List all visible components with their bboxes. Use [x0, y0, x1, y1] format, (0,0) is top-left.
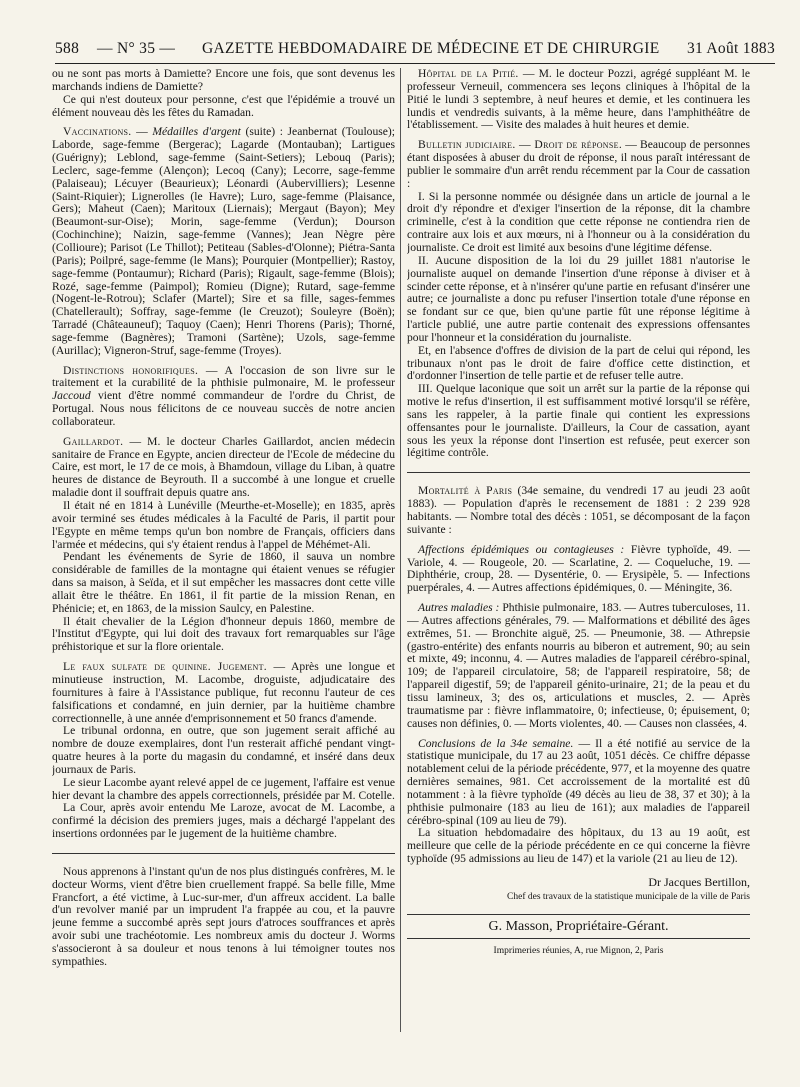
right-column — [407, 68, 750, 1075]
pitie-heading: Hôpital de la Pitié. — [418, 68, 519, 80]
quinine-paragraph: Le tribunal ordonna, en outre, que son jugement serait affiché au nombre de douze exemplaires, dont l'un resterait affiché pendant vingt-quatre heures à la porte du magasin du condamné, et inséré dans deux journaux de Paris. — [52, 724, 395, 776]
bulletin-paragraph: I. Si la personne nommée ou désignée dans un article de journal a le droit d'y répondre et d'exiger l'insertion de la réponse, dit la chambre criminelle, c'est à la condition que cette réponse ne contiendra rien de contraire aux lois et aux mœurs, ni à l'honneur ou à la considération du journaliste. Ce droit est limité aux besoins d'une légitime défense. — [407, 189, 750, 254]
signature-title: Chef des travaux de la statistique municipale de la ville de Paris — [507, 891, 750, 902]
distinctions-article — [52, 365, 395, 429]
affections-heading: Affections épidémiques ou contagieuses : — [418, 542, 625, 556]
page-header — [55, 40, 775, 62]
autres-body: Phthisie pulmonaire, 183. — Autres tuberculoses, 11. — Autres affections générales, 79. — Malformations et débilité des âges extrêmes, 51. — Bronchite aiguë, 25. — Pneumonie, 38. — Athrepsie (gastro-entérite) des enfants nourris au biberon et autrement, 90; au sein et mixte, 49; inconnu, 4. — Autres maladies de l'appareil cérébro-spinal, 109; de l'appareil circulatoire, 58; de l'appareil respiratoire, 58; de l'appareil digestif, 59; de l'appareil génito-urinaire, 21; de la peau et du tissu lamineux, 3; des os, articulations et muscles, 2. — Après traumatisme par : fièvre inflammatoire, 0; infectieuse, 0; épuisement, 0; causes non définies, 0. — Morts violentes, 40. — Causes non classées, 4. — [407, 601, 750, 730]
mortalite-body: (34e semaine, du vendredi 17 au jeudi 23 août 1883). — Population d'après le recensement de 1881 : 2 239 928 habitants. — Nombre total des décès : 1051, se décomposant de la façon suivante : — [407, 484, 750, 536]
gaillardot-heading: Gaillardot. — [63, 434, 124, 448]
gaillardot-paragraph: Il était chevalier de la Légion d'honneur depuis 1860, membre de l'Institut d'Egypte, qui lui doit des travaux fort remarquables sur l'âge préhistorique et sur la flore orientale. — [52, 614, 395, 654]
vaccinations-heading: Vaccinations. — [63, 125, 132, 139]
vaccinations-article: Vaccinations. — Médailles d'argent (suite) : Jeanbernat (Toulouse); Laborde, sage-femme (Bergerac); Lagarde (Montauban); Lartigues (Guérigny); Leblond, sage-femme (Saint-Setiers); Lebouq (Paris); Leclerc, sage-femme (Alençon); Lecoq (Cany); Lecorre, sage-femme (Palaiseau); Lécuyer (Beaurieux); Léonardi (Aubervilliers); Lesenne (Saint-Riquier); Lignerolles (le Havre); Luro, sage-femme (Plaisance, Gers); Maheut (Caen); Maritoux (Liernais); Mergaut (Bayon); Mey (Beaumont-sur-Oise); Morin, sage-femme (Verdun); Dourson (Cochinchine); Naizin, sage-femme (Vannes); Jean Nègre père (Collioure); Parisot (Le Thillot); Petiteau (Sables-d'Olonne); Piétra-Santa (Paris); Poilpré, sage-femme (le Mans); Pourquier (Montpellier); Rastoy, sage-femme (Pontaumur); Richard (Paris); Rigault, sage-femme (Blois); Rozé, sage-femme (Paimpol); Romieu (Digne); Rutard, sage-femme (Nogent-le-Rotrou); Sclafer (Martel); Sire et sa fille, sages-femmes (Chatellerault); Soffray, sage-femme (le Creuzot); Souleyre (Boën); Tarradé (Châteauneuf); Taquoy (Caen); Henri Thorens (Paris); Thorné, sage-femme (Bagnères); Tramoni (Sartène); Uzols, sage-femme (Aurillac); Vigneron-Struf, sage-femme (Troyes). — [52, 125, 395, 357]
issue-date: 31 Août 1883 — [687, 40, 775, 57]
distinctions-body: — A l'occasion de son livre sur le traitement et la curabilité de la phthisie pulmonaire, M. le professeur — [52, 363, 395, 390]
page-number: 588 — [55, 40, 80, 57]
bulletin-article — [407, 139, 750, 190]
pitie-body: — M. le docteur Pozzi, agrégé suppléant M. le professeur Verneuil, commencera ses leçons cliniques à l'hôpital de la Pitié le lundi 3 septembre, à neuf heures et demie, et les continuera les lundis et vendredis suivants, à la même heure, dans l'amphithéâtre de l'établissement. — Visite des malades à huit heures et demie. — [407, 68, 750, 132]
pitie-article — [407, 68, 750, 132]
mortalite-heading: Mortalité à Paris — [418, 484, 513, 498]
hopitaux-paragraph: La situation hebdomadaire des hôpitaux, du 13 au 19 août, est meilleure que celle de la période précédente en ce qui concerne la fièvre typhoïde (95 admissions au lieu de 147) et la variole (21 au lieu de 12). — [407, 826, 750, 866]
bulletin-paragraph: II. Aucune disposition de la loi du 29 juillet 1881 n'autorise le journaliste auquel on demande l'insertion d'une réponse à diviser et à scinder cette réponse, et à n'insérer qu'une partie en refusant d'insérer une autre; ce journaliste a donc pu refuser l'insertion totale d'une réponse en se fondant sur ce que, bien qu'une partie fût une réponse légitime à l'article publié, une autre partie contenait des expressions offensantes pour l'honneur et la considération du journaliste. — [407, 253, 750, 344]
gaillardot-body: — M. le docteur Charles Gaillardot, ancien médecin sanitaire de France en Egypte, ancien directeur de l'Ecole de médecine du Caire, est mort, le 17 de ce mois, à Bhamdoun, village du Liban, à quatre heures de distance de Beyrouth. Il a succombé à une longue et cruelle maladie dont il souffrait depuis quatre ans. — [52, 434, 395, 500]
distinctions-heading: Distinctions honorifiques. — [63, 363, 199, 377]
quinine-article — [52, 661, 395, 725]
signature: Dr Jacques Bertillon, — [648, 874, 750, 889]
gaillardot-article — [52, 436, 395, 500]
intro-paragraph: ou ne sont pas morts à Damiette? Encore une fois, que sont devenus les marchands indiens de Damiette? — [52, 68, 395, 93]
gaillardot-paragraph: Pendant les événements de Syrie de 1860, il sauva un nombre considérable de familles de la montagne qui étaient venues se réfugier dans sa maison, à Seïda, et il sut empêcher les massacres dont cette ville allait être le théâtre. En 1861, il fit partie de la mission Renan, en Phénicie; et, en 1863, de la mission Saulcy, en Palestine. — [52, 550, 395, 615]
left-column — [52, 68, 395, 1075]
distinctions-name: Jaccoud — [52, 389, 91, 403]
mortalite-article — [407, 485, 750, 536]
publisher-rule — [407, 914, 750, 915]
bulletin-paragraph: III. Quelque laconique que soit un arrêt sur la partie de la réponse qui motive le refus d'insertion, il est suffisamment motivé lorsqu'il se réfère, sans les rappeler, à la partie finale qui contient les expressions offensantes pour le journaliste. D'ailleurs, la Cour de cassation, ayant sous les yeux la réponse dont l'insertion est refusée, peut exercer son légitime contrôle. — [407, 382, 750, 460]
bulletin-paragraph: Et, en l'absence d'offres de division de la part de celui qui répond, les tribunaux n'ont pas le droit de faire d'office cette distinction, et d'ordonner l'insertion de telle partie et de refuser telle autre. — [407, 343, 750, 383]
quinine-heading: Le faux sulfate de quinine. Jugement. — [63, 660, 267, 674]
bulletin-heading: Bulletin judiciaire. — Droit de réponse. — [418, 138, 623, 152]
journal-title: GAZETTE HEBDOMADAIRE DE MÉDECINE ET DE CHIRURGIE — [202, 40, 660, 57]
vaccinations-body: (suite) : Jeanbernat (Toulouse); Laborde, sage-femme (Bergerac); Lagarde (Montauban); Lartigues (Guérigny); Leblond, sage-femme (Saint-Setiers); Lebouq (Paris); Leclerc, sage-femme (Alençon); Lecoq (Cany); Lecorre, sage-femme (Palaiseau); Lécuyer (Beaurieux); Léonardi (Aubervilliers); Lesenne (Saint-Riquier); Lignerolles (le Havre); Luro, sage-femme (Plaisance, Gers); Maheut (Caen); Maritoux (Liernais); Mergaut (Bayon); Mey (Beaumont-sur-Oise); Morin, sage-femme (Verdun); Dourson (Cochinchine); Naizin, sage-femme (Vannes); Jean Nègre père (Collioure); Parisot (Le Thillot); Petiteau (Sables-d'Olonne); Piétra-Santa (Paris); Poilpré, sage-femme (le Mans); Pourquier (Montpellier); Rastoy, sage-femme (Pontaumur); Richard (Paris); Rigault, sage-femme (Blois); Rozé, sage-femme (Paimpol); Romieu (Digne); Rutard, sage-femme (Nogent-le-Rotrou); Sclafer (Martel); Sire et sa fille, sages-femmes (Chatellerault); Soffray, sage-femme (le Creuzot); Souleyre (Boën); Tarradé (Châteauneuf); Taquoy (Caen); Henri Thorens (Paris); Thorné, sage-femme (Bagnères); Tramoni (Sartène); Uzols, sage-femme (Aurillac); Vigneron-Struf, sage-femme (Troyes). — [52, 125, 395, 357]
publisher: G. Masson, Propriétaire-Gérant. — [488, 918, 669, 934]
intro-paragraph: Ce qui n'est douteux pour personne, c'est que l'épidémie a trouvé un élément nouveau dès les fêtes du Ramadan. — [52, 92, 395, 119]
section-divider — [407, 472, 750, 473]
quinine-paragraph: La Cour, après avoir entendu Me Laroze, avocat de M. Lacombe, a confirmé la décision des premiers juges, mais a déchargé l'appelant des insertions ordonnées par le jugement de la huitième chambre. — [52, 801, 395, 841]
conclusions-paragraph — [407, 738, 750, 828]
affections-paragraph — [407, 544, 750, 595]
column-separator — [400, 68, 401, 1032]
distinctions-body: vient d'être nommé commandeur de l'ordre du Christ, de Portugal. Nous nous félicitons de ce nouveau succès de notre ancien collaborateur. — [52, 389, 395, 428]
bulletin-intro: — Beaucoup de personnes étant disposées à abuser du droit de réponse, il nous paraît intéressant de publier le sommaire d'un arrêt rendu récemment par la Cour de cassation : — [407, 138, 750, 190]
autres-heading: Autres maladies : — [418, 601, 500, 615]
conclusions-heading: Conclusions de la 34e semaine. — [418, 736, 574, 750]
quinine-body: — Après une longue et minutieuse instruction, M. Lacombe, droguiste, adjudicataire des fournitures à faire à l'Assistance publique, fut reconnu l'auteur de ces falsifications et condamné, en juin dernier, par la huitième chambre correctionnelle, à une année d'emprisonnement et 50 francs d'amende. — [52, 660, 395, 725]
publisher-rule — [407, 938, 750, 939]
quinine-paragraph: Le sieur Lacombe ayant relevé appel de ce jugement, l'affaire est venue hier devant la chambre des appels correctionnels, présidée par M. Cotelle. — [52, 775, 395, 802]
worms-notice: Nous apprenons à l'instant qu'un de nos plus distingués confrères, M. le docteur Worms, vient d'être bien cruellement frappé. Sa belle fille, Mme Francfort, a été victime, à Luc-sur-mer, d'un affreux accident. La balle d'un revolver manié par un imprudent l'a frappée au cou, et la pauvre jeune femme a succombé après sept jours d'atroces souffrances et après avoir subi une trachéotomie. Les nombreux amis du docteur J. Worms s'associeront à sa douleur et nous tenons à lui témoigner toutes nos sympathies. — [52, 864, 395, 968]
section-divider — [52, 853, 395, 854]
autres-paragraph — [407, 602, 750, 730]
vaccinations-subheading: Médailles d'argent — [152, 125, 241, 139]
header-rule — [55, 63, 775, 64]
issue-number: — N° 35 — — [97, 40, 176, 57]
affections-body: Fièvre typhoïde, 49. — Variole, 4. — Rougeole, 20. — Scarlatine, 2. — Coqueluche, 19. — Diphthérie, croup, 28. — Dysentérie, 0. — Erysipèle, 5. — Infections puerpérales, 4. — Autres affections épidémiques, 0. — Méningite, 36. — [407, 542, 750, 595]
printer-line: Imprimeries réunies, A, rue Mignon, 2, Paris — [493, 946, 664, 957]
conclusions-body: — Il a été notifié au service de la statistique municipale, du 17 au 23 août, 1051 décès. Ce chiffre dépasse notablement celui de la période précédente, 977, et la moyenne des quatre dernières semaines, 981. Cet accroissement de la mortalité est dû notamment : à la fièvre typhoïde (49 décès au lieu de 38, 37 et 30); à la phthisie pulmonaire (183 au lieu de 161); aux maladies de l'appareil cérébro-spinal (109 au lieu de 79). — [407, 736, 750, 827]
gaillardot-paragraph: Il était né en 1814 à Lunéville (Meurthe-et-Moselle); en 1835, après avoir terminé ses études médicales à la Faculté de Paris, il partit pour l'Egypte en même temps qu'un bon nombre de Français, officiers dans l'armée et médecins, qui s'y étaient rendus à l'appel de Méhémet-Ali. — [52, 499, 395, 551]
